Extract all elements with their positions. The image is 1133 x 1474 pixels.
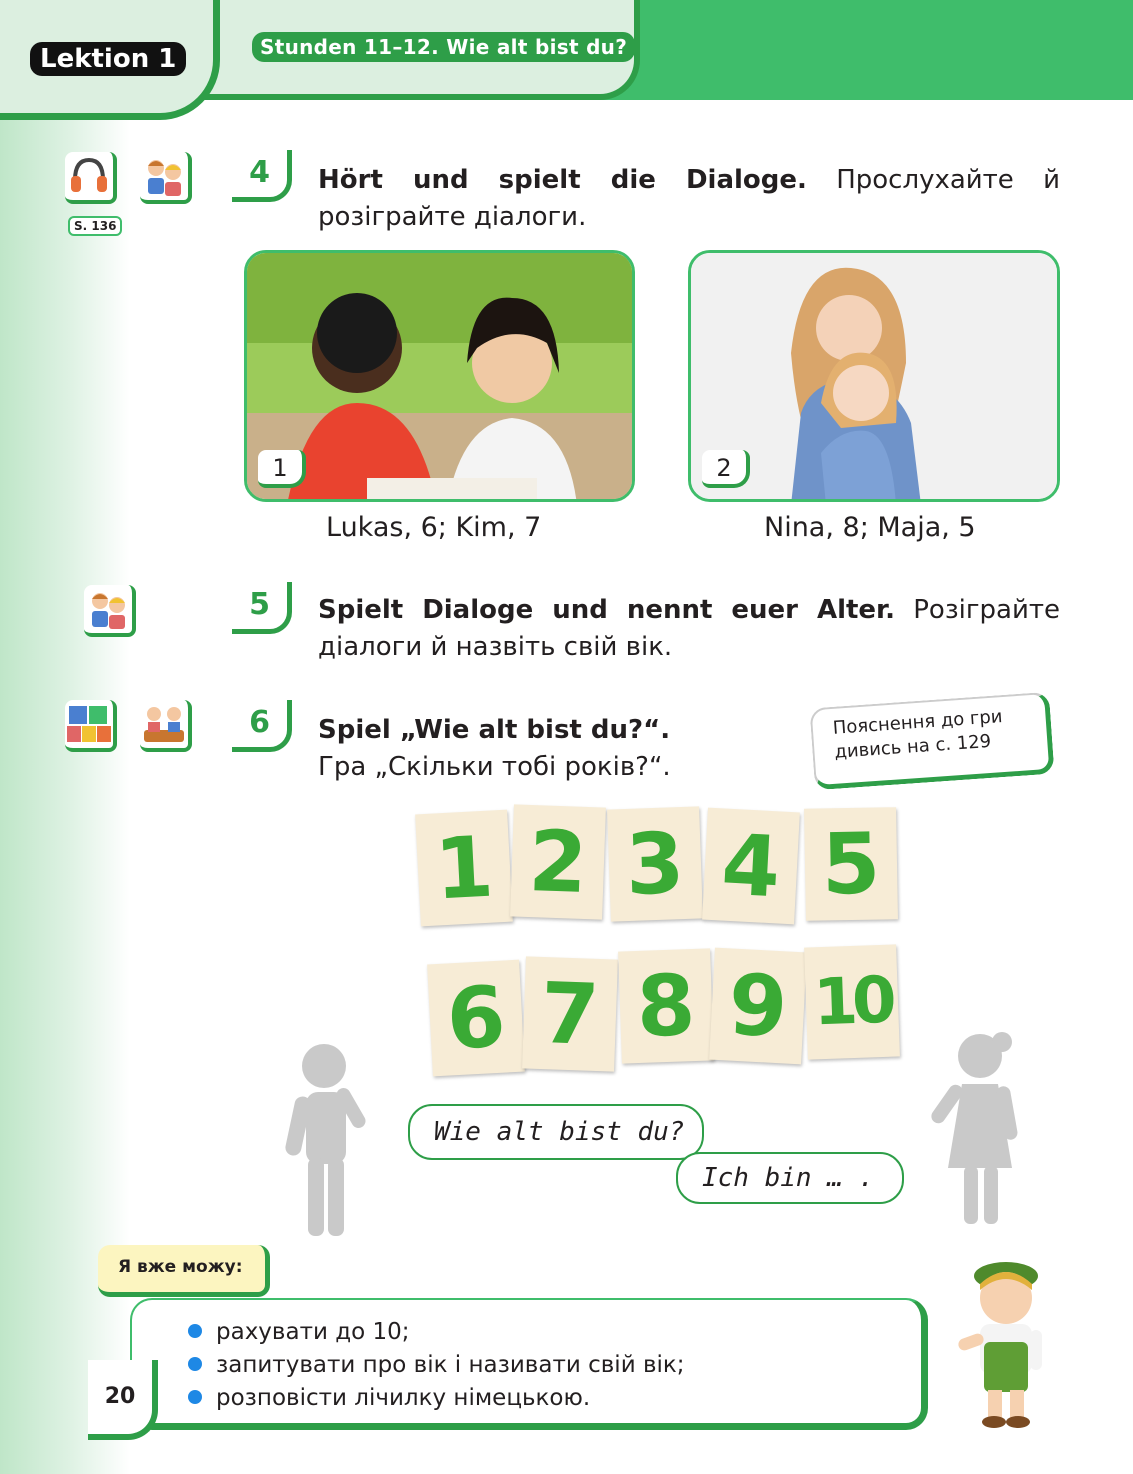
game-rules-note bbox=[809, 692, 1054, 791]
number-card: 1 bbox=[415, 810, 513, 927]
answer-bubble: Ich bin … . bbox=[676, 1152, 904, 1204]
headphones-icon bbox=[65, 152, 117, 204]
number-card: 10 bbox=[804, 944, 900, 1059]
question-bubble: Wie alt bist du? bbox=[408, 1104, 704, 1160]
number-card: 4 bbox=[702, 808, 800, 925]
bullet-dot-icon bbox=[188, 1390, 202, 1404]
number-card: 5 bbox=[804, 807, 898, 921]
task-4-title-de: Hört und spielt die Dialoge. bbox=[318, 165, 807, 195]
header-bar bbox=[600, 0, 1133, 100]
task-number: 6 bbox=[232, 700, 292, 752]
note-line-2: дивись на с. 129 bbox=[833, 730, 992, 763]
skill-item: запитувати про вік і називати свій вік; bbox=[188, 1349, 685, 1382]
skills-box bbox=[130, 1298, 928, 1430]
task-6-title-de: Spiel „Wie alt bist du?“. bbox=[318, 715, 671, 745]
audio-track-badge: S. 136 bbox=[68, 216, 122, 236]
number-card: 9 bbox=[709, 948, 807, 1065]
lesson-title: Stunden 11–12. Wie alt bist du? bbox=[252, 32, 635, 62]
girl-silhouette bbox=[928, 1028, 1028, 1228]
skill-item: розповісти лічилку німецькою. bbox=[188, 1382, 685, 1415]
task-5-title-uk: Розіграйте діалоги й назвіть свій вік. bbox=[318, 595, 1061, 662]
number-card: 6 bbox=[427, 960, 525, 1077]
skill-item: рахувати до 10; bbox=[188, 1316, 685, 1349]
note-line-1: Пояснення до гри bbox=[832, 706, 1004, 739]
page-number: 20 bbox=[88, 1360, 158, 1440]
pair-work-icon bbox=[140, 152, 192, 204]
skills-title: Я вже можу: bbox=[98, 1245, 270, 1297]
photo-number-2: 2 bbox=[702, 450, 750, 488]
task-number: 5 bbox=[232, 582, 292, 634]
task-6-instruction bbox=[318, 712, 788, 786]
photo-number-1: 1 bbox=[258, 450, 306, 488]
task-4-title-uk: Прослухайте й розіграйте діалоги. bbox=[318, 165, 1060, 232]
number-card: 8 bbox=[618, 948, 714, 1063]
bullet-dot-icon bbox=[188, 1357, 202, 1371]
boy-silhouette bbox=[282, 1040, 382, 1240]
task-5-title-de: Spielt Dialoge und nennt euer Alter. bbox=[318, 595, 896, 625]
group-game-icon bbox=[140, 700, 192, 752]
task-6-title-uk: Гра „Скільки тобі років?“. bbox=[318, 752, 671, 782]
lesson-label: Lektion 1 bbox=[30, 42, 186, 76]
number-card: 7 bbox=[522, 956, 618, 1071]
mascot-boy-illustration bbox=[950, 1250, 1062, 1430]
skills-list bbox=[188, 1316, 685, 1415]
bullet-dot-icon bbox=[188, 1324, 202, 1338]
pair-work-icon bbox=[84, 585, 136, 637]
task-number: 4 bbox=[232, 150, 292, 202]
number-card: 2 bbox=[510, 804, 606, 919]
game-blocks-icon bbox=[65, 700, 117, 752]
photo-1-caption: Lukas, 6; Kim, 7 bbox=[326, 512, 542, 543]
task-5-instruction bbox=[318, 592, 1060, 666]
task-4-instruction bbox=[318, 162, 1060, 236]
photo-2-caption: Nina, 8; Maja, 5 bbox=[764, 512, 976, 543]
number-card: 3 bbox=[607, 806, 703, 921]
